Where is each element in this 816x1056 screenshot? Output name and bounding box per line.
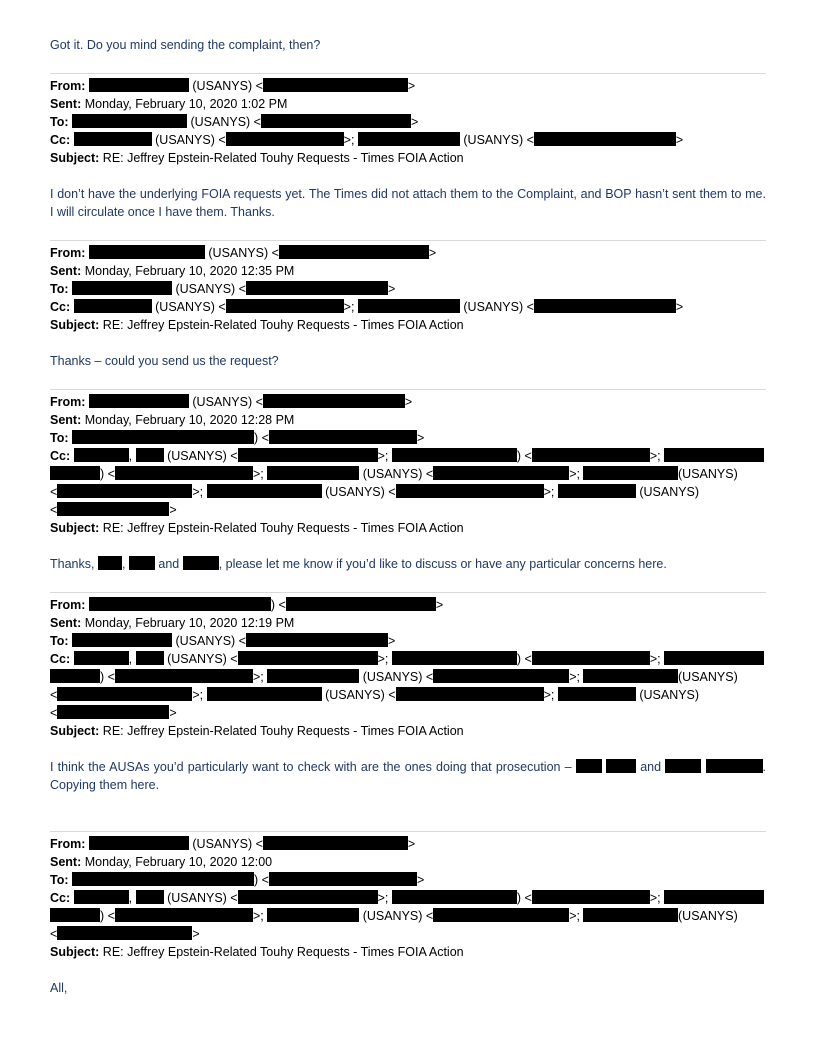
redaction <box>72 281 172 295</box>
sent-label: Sent: <box>50 855 82 869</box>
redaction <box>392 448 517 462</box>
separator: >; <box>543 688 555 702</box>
subject-line <box>50 316 766 334</box>
separator: >; <box>649 652 661 666</box>
redaction <box>664 890 764 904</box>
sent-line <box>50 411 766 429</box>
bracket: > <box>428 246 437 260</box>
separator: >; <box>192 485 204 499</box>
redaction <box>74 448 129 462</box>
cc-line-cont <box>50 668 766 686</box>
bracket: ) < <box>270 598 286 612</box>
redaction <box>115 466 253 480</box>
cc-line <box>50 889 766 907</box>
body-text: I think the AUSAs you’d particularly want to check with are the ones doing that prosecution – <box>50 760 576 774</box>
subject-label: Subject: <box>50 521 100 535</box>
bracket: < <box>50 706 58 720</box>
redaction <box>246 281 388 295</box>
bracket: ) < <box>516 449 532 463</box>
redaction <box>72 872 254 886</box>
cc-line <box>50 298 766 316</box>
redaction <box>558 687 636 701</box>
header-divider <box>50 831 766 832</box>
org-tag: (USANYS) < <box>190 115 261 129</box>
separator: >; <box>649 891 661 905</box>
sent-value: Monday, February 10, 2020 12:28 PM <box>84 413 295 427</box>
redaction <box>238 651 378 665</box>
from-label: From: <box>50 837 86 851</box>
to-label: To: <box>50 873 69 887</box>
subject-value: RE: Jeffrey Epstein-Related Touhy Requests - Times FOIA Action <box>102 521 464 535</box>
redaction <box>665 759 701 773</box>
redaction <box>433 669 569 683</box>
redaction <box>136 890 164 904</box>
redaction <box>267 908 359 922</box>
separator: >; <box>343 300 355 314</box>
sent-value: Monday, February 10, 2020 1:02 PM <box>84 97 288 111</box>
cc-line-cont <box>50 501 766 519</box>
separator: >; <box>569 670 580 684</box>
org-tag: (USANYS) < <box>167 449 238 463</box>
redaction <box>115 669 253 683</box>
separator: , <box>128 652 133 666</box>
bracket: > <box>416 873 425 887</box>
separator: >; <box>569 909 580 923</box>
message-1-body <box>50 185 766 221</box>
email-header-3 <box>50 393 766 537</box>
email-header-1 <box>50 77 766 167</box>
subject-line <box>50 519 766 537</box>
to-line <box>50 871 766 889</box>
bracket: < <box>50 485 58 499</box>
separator: >; <box>649 449 661 463</box>
redaction <box>57 705 169 719</box>
sent-label: Sent: <box>50 413 82 427</box>
from-label: From: <box>50 79 86 93</box>
org-tag: (USANYS) < <box>155 133 226 147</box>
org-tag: (USANYS) < <box>175 282 246 296</box>
redaction <box>89 394 189 408</box>
bracket: ) < <box>516 891 532 905</box>
separator: >; <box>377 449 389 463</box>
cc-label: Cc: <box>50 449 71 463</box>
redaction <box>50 466 100 480</box>
redaction <box>261 114 411 128</box>
cc-line-cont <box>50 907 766 925</box>
cc-line-cont <box>50 925 766 943</box>
subject-line <box>50 722 766 740</box>
cc-label: Cc: <box>50 300 71 314</box>
redaction <box>392 651 517 665</box>
cc-line-cont <box>50 704 766 722</box>
org-tag: (USANYS) <box>639 688 700 702</box>
redaction <box>532 448 650 462</box>
redaction <box>129 556 155 570</box>
org-tag: (USANYS) <box>678 909 738 923</box>
bracket: ) < <box>100 909 115 923</box>
bracket: > <box>169 706 177 720</box>
org-tag: (USANYS) < <box>155 300 226 314</box>
to-label: To: <box>50 431 69 445</box>
separator: , <box>128 891 133 905</box>
message-1-body-text: I don’t have the underlying FOIA requests yet. The Times did not attach them to the Complaint, and BOP hasn’t sent them to me. I will circulate once I have them. Thanks. <box>50 187 766 219</box>
from-line <box>50 835 766 853</box>
header-divider <box>50 389 766 390</box>
message-3-body <box>50 555 766 573</box>
redaction <box>267 466 359 480</box>
message-4-body <box>50 758 766 794</box>
to-line <box>50 113 766 131</box>
from-line <box>50 244 766 262</box>
redaction <box>558 484 636 498</box>
subject-line <box>50 943 766 961</box>
bracket: < <box>50 927 58 941</box>
redaction <box>74 132 152 146</box>
org-tag: (USANYS) < <box>362 909 434 923</box>
sent-line <box>50 853 766 871</box>
email-header-5 <box>50 835 766 961</box>
message-5-body-text: All, <box>50 981 68 995</box>
sent-value: Monday, February 10, 2020 12:19 PM <box>84 616 295 630</box>
bracket: ) < <box>254 873 269 887</box>
bracket: > <box>675 133 684 147</box>
sent-label: Sent: <box>50 97 82 111</box>
cc-line <box>50 650 766 668</box>
header-divider <box>50 240 766 241</box>
redaction <box>226 132 344 146</box>
org-tag: (USANYS) < <box>362 670 434 684</box>
body-text: . Copying them here. <box>50 760 766 792</box>
message-2-body <box>50 352 766 370</box>
subject-value: RE: Jeffrey Epstein-Related Touhy Requests - Times FOIA Action <box>102 724 464 738</box>
redaction <box>183 556 219 570</box>
redaction <box>263 836 408 850</box>
redaction <box>207 687 322 701</box>
redaction <box>57 502 169 516</box>
redaction <box>238 890 378 904</box>
sent-line <box>50 95 766 113</box>
to-label: To: <box>50 115 69 129</box>
body-text: Thanks, <box>50 557 98 571</box>
redaction <box>50 669 100 683</box>
org-tag: (USANYS) < <box>192 395 263 409</box>
redaction <box>207 484 322 498</box>
redaction <box>89 597 271 611</box>
org-tag: (USANYS) < <box>208 246 279 260</box>
from-label: From: <box>50 395 86 409</box>
redaction <box>89 78 189 92</box>
body-text: , please let me know if you’d like to discuss or have any particular concerns here. <box>218 557 667 571</box>
redaction <box>226 299 344 313</box>
org-tag: (USANYS) < <box>192 79 263 93</box>
separator: >; <box>252 909 264 923</box>
redaction <box>263 78 408 92</box>
cc-line-cont <box>50 465 766 483</box>
bracket: > <box>407 79 416 93</box>
subject-line <box>50 149 766 167</box>
subject-value: RE: Jeffrey Epstein-Related Touhy Requests - Times FOIA Action <box>102 318 464 332</box>
email-header-2 <box>50 244 766 334</box>
redaction <box>246 633 388 647</box>
redaction <box>279 245 429 259</box>
redaction <box>136 651 164 665</box>
separator: >; <box>377 652 389 666</box>
redaction <box>396 484 544 498</box>
separator: >; <box>252 467 264 481</box>
org-tag: (USANYS) < <box>362 467 434 481</box>
bracket: > <box>404 395 413 409</box>
body-text: and <box>636 760 662 774</box>
header-divider <box>50 73 766 74</box>
to-line <box>50 429 766 447</box>
from-line <box>50 596 766 614</box>
org-tag: (USANYS) <box>678 670 738 684</box>
redaction <box>267 669 359 683</box>
subject-label: Subject: <box>50 724 100 738</box>
bracket: ) < <box>100 467 115 481</box>
subject-value: RE: Jeffrey Epstein-Related Touhy Requests - Times FOIA Action <box>102 945 464 959</box>
email-header-4 <box>50 596 766 740</box>
redaction <box>72 430 254 444</box>
redaction <box>89 245 205 259</box>
org-tag: (USANYS) < <box>175 634 246 648</box>
redaction <box>72 114 187 128</box>
sent-line <box>50 614 766 632</box>
sent-label: Sent: <box>50 264 82 278</box>
redaction <box>576 759 602 773</box>
bracket: > <box>388 634 396 648</box>
org-tag: (USANYS) < <box>167 652 238 666</box>
message-1-lead-text: Got it. Do you mind sending the complaint, then? <box>50 38 321 52</box>
redaction <box>74 299 152 313</box>
redaction <box>238 448 378 462</box>
redaction <box>269 872 417 886</box>
redaction <box>392 890 517 904</box>
redaction <box>532 651 650 665</box>
redaction <box>534 299 676 313</box>
redaction <box>286 597 436 611</box>
body-text: and <box>154 557 183 571</box>
from-line <box>50 393 766 411</box>
bracket: > <box>416 431 425 445</box>
redaction <box>358 299 460 313</box>
redaction <box>583 669 678 683</box>
cc-line <box>50 447 766 465</box>
separator: >; <box>252 670 264 684</box>
subject-label: Subject: <box>50 151 100 165</box>
subject-label: Subject: <box>50 945 100 959</box>
redaction <box>358 132 460 146</box>
bracket: ) < <box>254 431 269 445</box>
redaction <box>606 759 636 773</box>
redaction <box>136 448 164 462</box>
sent-label: Sent: <box>50 616 82 630</box>
redaction <box>98 556 122 570</box>
bracket: > <box>388 282 396 296</box>
cc-line <box>50 131 766 149</box>
bracket: > <box>169 503 177 517</box>
redaction <box>706 759 763 773</box>
redaction <box>583 908 678 922</box>
sent-value: Monday, February 10, 2020 12:00 <box>84 855 273 869</box>
redaction <box>664 651 764 665</box>
message-2-body-text: Thanks – could you send us the request? <box>50 354 279 368</box>
org-tag: (USANYS) < <box>325 688 396 702</box>
cc-label: Cc: <box>50 133 71 147</box>
org-tag: (USANYS) <box>639 485 700 499</box>
cc-label: Cc: <box>50 652 71 666</box>
bracket: > <box>675 300 684 314</box>
bracket: < <box>50 688 58 702</box>
bracket: > <box>411 115 419 129</box>
from-line <box>50 77 766 95</box>
bracket: ) < <box>100 670 115 684</box>
to-label: To: <box>50 282 69 296</box>
separator: >; <box>543 485 555 499</box>
bracket: > <box>192 927 200 941</box>
redaction <box>396 687 544 701</box>
separator: >; <box>192 688 204 702</box>
header-divider <box>50 592 766 593</box>
redaction <box>433 908 569 922</box>
subject-value: RE: Jeffrey Epstein-Related Touhy Requests - Times FOIA Action <box>102 151 464 165</box>
org-tag: (USANYS) < <box>192 837 263 851</box>
org-tag: (USANYS) < <box>167 891 238 905</box>
bracket: < <box>50 503 58 517</box>
org-tag: (USANYS) <box>678 467 738 481</box>
body-text: , <box>121 557 129 571</box>
redaction <box>50 908 100 922</box>
from-label: From: <box>50 246 86 260</box>
separator: , <box>128 449 133 463</box>
bracket: > <box>435 598 444 612</box>
to-label: To: <box>50 634 69 648</box>
subject-label: Subject: <box>50 318 100 332</box>
redaction <box>534 132 676 146</box>
separator: >; <box>569 467 580 481</box>
to-line <box>50 280 766 298</box>
redaction <box>115 908 253 922</box>
sent-line <box>50 262 766 280</box>
redaction <box>532 890 650 904</box>
to-line <box>50 632 766 650</box>
redaction <box>433 466 569 480</box>
org-tag: (USANYS) < <box>463 133 534 147</box>
redaction <box>74 651 129 665</box>
redaction <box>89 836 189 850</box>
redaction <box>57 926 192 940</box>
message-5-body <box>50 979 766 997</box>
separator: >; <box>377 891 389 905</box>
redaction <box>57 687 192 701</box>
separator: >; <box>343 133 355 147</box>
cc-line-cont <box>50 686 766 704</box>
redaction <box>263 394 405 408</box>
from-label: From: <box>50 598 86 612</box>
redaction <box>664 448 764 462</box>
redaction <box>74 890 129 904</box>
org-tag: (USANYS) < <box>325 485 396 499</box>
message-1-lead <box>50 36 766 54</box>
sent-value: Monday, February 10, 2020 12:35 PM <box>84 264 295 278</box>
cc-label: Cc: <box>50 891 71 905</box>
org-tag: (USANYS) < <box>463 300 534 314</box>
redaction <box>57 484 192 498</box>
cc-line-cont <box>50 483 766 501</box>
redaction <box>269 430 417 444</box>
redaction <box>583 466 678 480</box>
bracket: ) < <box>516 652 532 666</box>
bracket: > <box>407 837 416 851</box>
redaction <box>72 633 172 647</box>
